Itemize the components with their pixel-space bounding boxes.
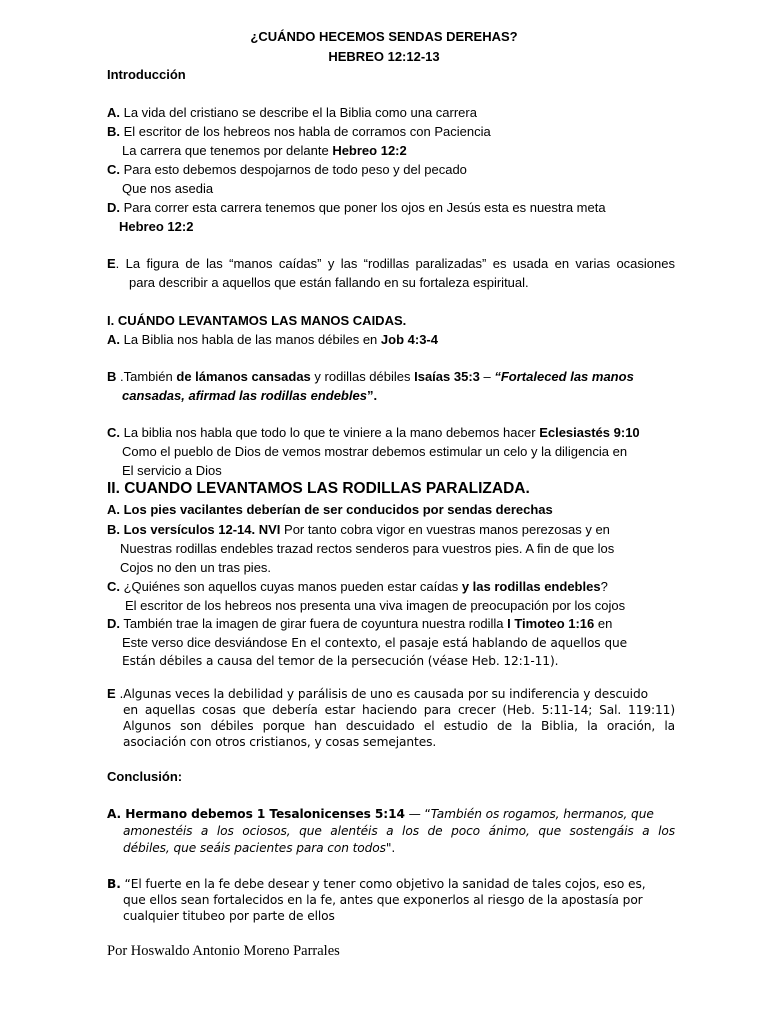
bible-reference: I Timoteo 1:16: [507, 616, 595, 631]
section-2-item-e-cont: en aquellas cosas que debería estar haciendo para crecer (Heb. 5:11-14; Sal. 119:11): [123, 703, 675, 717]
item-text: El escritor de los hebreos nos habla de corramos con Paciencia: [120, 124, 491, 139]
section-1-item-c-cont2: El servicio a Dios: [122, 463, 222, 478]
item-letter: B: [107, 369, 117, 384]
conclusion-heading: Conclusión:: [107, 769, 183, 784]
item-letter: B.: [107, 124, 120, 139]
document-title: ¿CUÁNDO HECEMOS SENDAS DEREHAS?: [250, 29, 518, 44]
intro-item-e-cont: para describir a aquellos que están fallando en su fortaleza espiritual.: [129, 275, 529, 290]
item-text: en: [594, 616, 613, 631]
item-text: ?: [600, 579, 608, 594]
item-bold-text: Los pies vacilantes deberían de ser conducidos por sendas derechas: [120, 502, 553, 517]
intro-item-c-cont: Que nos asedia: [122, 181, 214, 196]
bible-reference: Hermano debemos 1 Tesalonicenses 5:14: [121, 807, 405, 821]
section-1-item-c: [107, 425, 640, 441]
conclusion-item-a-cont2: [123, 840, 395, 856]
section-1-heading: I. CUÁNDO LEVANTAMOS LAS MANOS CAIDAS.: [107, 313, 407, 328]
item-text: También trae la imagen de girar fuera de coyuntura nuestra rodilla: [120, 616, 508, 631]
item-letter: B.: [107, 522, 120, 537]
item-letter: D.: [107, 616, 120, 631]
item-text: — “: [404, 807, 431, 821]
item-text: Por tanto cobra vigor en vuestras manos perezosas y en: [280, 522, 610, 537]
section-2-item-d-cont: [122, 635, 627, 651]
author-signature: Por Hoswaldo Antonio Moreno Parrales: [107, 943, 340, 959]
item-letter: C.: [107, 425, 120, 440]
item-text: . La figura de las “manos caídas” y las “rodillas paralizadas” es usada en varias ocasiones: [115, 256, 675, 271]
bible-quote: “Fortaleced las manos: [494, 369, 634, 384]
item-letter: E: [107, 686, 116, 701]
bible-quote: También os rogamos, hermanos, que: [430, 807, 654, 821]
intro-item-c: [107, 162, 467, 178]
intro-item-b-cont: [122, 143, 407, 159]
item-letter: A.: [107, 502, 120, 517]
section-2-item-b: [107, 522, 610, 538]
bible-reference: Hebreo 12:2: [332, 143, 407, 158]
section-2-item-c: [107, 579, 608, 595]
bible-reference: Job 4:3-4: [380, 332, 438, 347]
document-reference: HEBREO 12:12-13: [328, 49, 440, 64]
item-text: Este verso dice desviándose: [122, 635, 288, 650]
item-text: ¿Quiénes son aquellos cuyas manos pueden estar caídas: [120, 579, 462, 594]
item-letter: E: [107, 256, 116, 271]
bible-reference: Eclesiastés 9:10: [539, 425, 640, 440]
conclusion-item-b: [107, 876, 645, 892]
item-text: ”.: [366, 388, 378, 403]
item-text: Para esto debemos despojarnos de todo peso y del pecado: [120, 162, 467, 177]
item-text: y rodillas débiles: [310, 369, 415, 384]
item-text: La Biblia nos habla de las manos débiles en: [120, 332, 381, 347]
item-text: En el contexto, el pasaje está hablando de aquellos que: [287, 636, 627, 650]
section-1-item-a: [107, 332, 438, 348]
intro-item-e: [107, 256, 675, 272]
item-bold-text: de lámanos cansadas: [176, 369, 311, 384]
conclusion-item-a-cont: amonestéis a los ociosos, que alentéis a los de poco ánimo, que sostengáis a los: [123, 824, 675, 838]
conclusion-item-b-cont: que ellos sean fortalecidos en la fe, antes que exponerlos al riesgo de la apostasía por: [123, 893, 643, 907]
intro-item-d-ref: Hebreo 12:2: [119, 219, 194, 234]
intro-item-b: [107, 124, 491, 140]
item-letter: A.: [107, 807, 122, 821]
section-1-item-b: [107, 369, 634, 385]
section-2-item-e-cont2: Algunos son débiles porque han descuidado el estudio de la Biblia, la oración, la: [123, 719, 675, 733]
section-2-item-d-cont2: Están débiles a causa del temor de la persecución (véase Heb. 12:1-11).: [122, 654, 559, 668]
item-letter: D.: [107, 200, 120, 215]
bible-quote: débiles, que seáis pacientes para con todos: [123, 841, 386, 855]
intro-item-a: [107, 105, 477, 121]
item-text: –: [479, 369, 495, 384]
item-letter: C.: [107, 579, 120, 594]
section-2-item-b-cont: Nuestras rodillas endebles trazad rectos senderos para vuestros pies. A fin de que los: [120, 541, 615, 556]
item-letter: B.: [107, 877, 121, 891]
item-text: .También: [116, 369, 177, 384]
item-text: Para correr esta carrera tenemos que poner los ojos en Jesús esta es nuestra meta: [120, 200, 606, 215]
item-bold-text: Los versículos 12-14. NVI: [120, 522, 281, 537]
conclusion-item-a: [107, 806, 654, 822]
item-text: “El fuerte en la fe debe desear y tener como objetivo la sanidad de tales cojos, eso es,: [120, 877, 646, 891]
section-2-item-b-cont2: Cojos no den un tras pies.: [120, 560, 272, 575]
item-letter: A.: [107, 332, 120, 347]
section-2-item-e: [107, 686, 648, 702]
section-2-item-d: [107, 616, 612, 632]
section-1-item-c-cont: Como el pueblo de Dios de vemos mostrar debemos estimular un celo y la diligencia en: [122, 444, 628, 459]
conclusion-item-b-cont2: cualquier titubeo por parte de ellos: [123, 909, 335, 923]
bible-quote: cansadas, afirmad las rodillas endebles: [122, 388, 367, 403]
item-text: .Algunas veces la debilidad y parálisis de uno es causada por su indiferencia y descuido: [115, 687, 648, 701]
intro-heading: Introducción: [107, 67, 186, 82]
item-text: ".: [385, 841, 396, 855]
item-text: La biblia nos habla que todo lo que te viniere a la mano debemos hacer: [120, 425, 540, 440]
item-text: La vida del cristiano se describe el la Biblia como una carrera: [120, 105, 477, 120]
section-2-item-a: [107, 502, 553, 518]
section-2-item-c-cont: El escritor de los hebreos nos presenta una viva imagen de preocupación por los cojos: [125, 598, 626, 613]
bible-reference: Isaías 35:3: [414, 369, 480, 384]
intro-item-d: [107, 200, 606, 216]
item-letter: A.: [107, 105, 120, 120]
item-bold-text: y las rodillas endebles: [461, 579, 601, 594]
item-text: La carrera que tenemos por delante: [122, 143, 333, 158]
section-1-item-b-cont: [122, 388, 377, 404]
section-2-heading: II. CUANDO LEVANTAMOS LAS RODILLAS PARALIZADA.: [107, 480, 530, 497]
item-letter: C.: [107, 162, 120, 177]
section-2-item-e-cont3: asociación con otros cristianos, y cosas semejantes.: [123, 735, 437, 749]
